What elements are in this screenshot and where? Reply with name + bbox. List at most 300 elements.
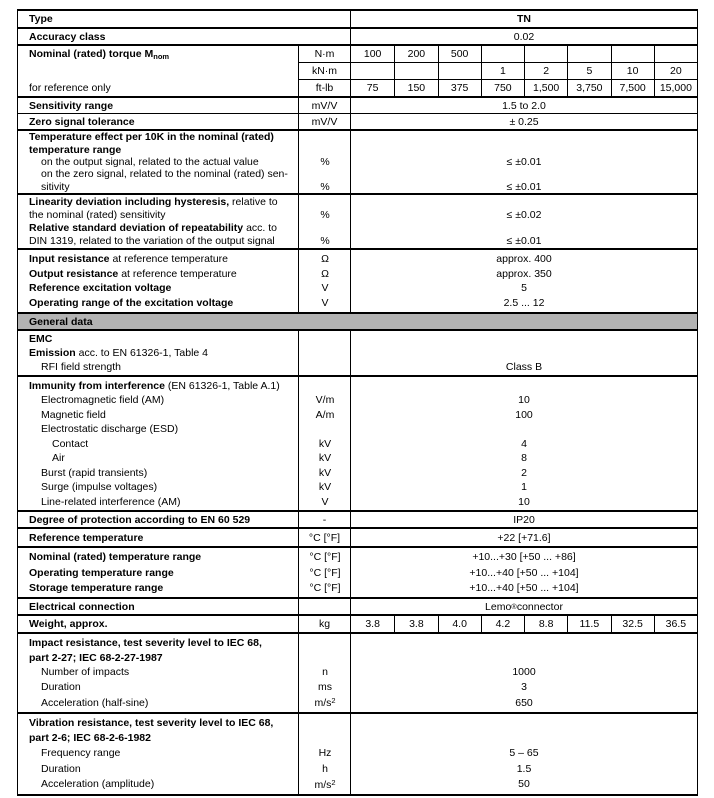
unit-cell [299, 253, 351, 265]
block-line [18, 732, 697, 744]
value-cell [351, 496, 697, 508]
text-run: m/s [314, 697, 332, 710]
label-cell [18, 222, 299, 234]
cell-text: 8.8 [538, 618, 554, 630]
section-general-data [18, 312, 697, 329]
unit-cell [299, 763, 351, 775]
value-cell [351, 452, 697, 464]
unit-cell [299, 98, 351, 113]
cell-text: 1,500 [532, 82, 560, 94]
torque-value-cell [394, 80, 437, 96]
block-line [18, 467, 697, 479]
unit-cell [299, 666, 351, 678]
cell-text: 150 [407, 82, 426, 94]
text-run: ≤ ±0.02 [506, 209, 542, 221]
text-run: ± 0.25 [509, 115, 539, 128]
torque-grid [299, 46, 697, 96]
text-run: ft-lb [315, 82, 334, 94]
block-line [18, 481, 697, 493]
label-line-top [29, 48, 296, 61]
cell-text: 4.0 [452, 618, 467, 630]
value-cell [351, 209, 697, 221]
row-impact-resistance [18, 632, 697, 712]
cell-text: 750 [494, 82, 512, 94]
value-cell [351, 747, 697, 759]
cell-text: 200 [407, 48, 426, 60]
label-line-bottom [29, 82, 296, 94]
text-run: Magnetic field [41, 408, 106, 421]
unit-cell [299, 235, 351, 247]
cell-text: 375 [450, 82, 469, 94]
text-run: +10...+30 [+50 ... +86] [472, 551, 576, 564]
unit-cell [299, 496, 351, 508]
label-cell [18, 168, 299, 180]
label-cell [18, 512, 299, 527]
text-run: Electrical connection [29, 600, 135, 613]
text-run: V [321, 282, 329, 295]
text-run: °C [°F] [308, 531, 341, 544]
unit-cell [299, 778, 351, 791]
block-line [18, 222, 697, 234]
label-cell [18, 529, 299, 546]
text-run: 5 [521, 282, 527, 295]
block-lines [18, 331, 697, 375]
text-run: Electromagnetic field (AM) [41, 394, 165, 406]
text-run: connector [516, 600, 563, 613]
value-cell [351, 181, 697, 193]
torque-value-cell [481, 46, 524, 62]
text-run: Type [29, 13, 53, 25]
text-run: Duration [41, 762, 81, 775]
unit-cell [299, 46, 351, 62]
block-line [18, 681, 697, 693]
text-run: °C [°F] [309, 551, 341, 564]
block-line [18, 652, 697, 664]
text-run: Burst (rapid transients) [41, 466, 148, 479]
text-run: °C [°F] [309, 581, 341, 594]
cell-text: 32.5 [622, 618, 643, 630]
block-lines [18, 250, 697, 312]
label-cell [18, 394, 299, 406]
weight-value-cell [567, 616, 610, 632]
label-cell [18, 11, 351, 27]
unit-cell [299, 747, 351, 759]
block-line [18, 666, 697, 678]
torque-value-cell [567, 80, 610, 96]
text-run: ≤ ±0.01 [506, 155, 542, 168]
label-cell [18, 616, 299, 632]
value-grid [351, 616, 697, 632]
torque-value-cell [438, 46, 481, 62]
block-line [18, 131, 697, 143]
value-cell [351, 529, 697, 546]
block-line [18, 209, 697, 221]
label-cell [18, 209, 299, 221]
text-run: Duration [41, 681, 81, 694]
label-cell [18, 361, 299, 373]
cell-text: 4.2 [495, 618, 511, 630]
unit-cell [299, 512, 351, 527]
spec-table [17, 9, 698, 796]
cell-text: 7,500 [619, 82, 646, 94]
text-run: Nominal (rated) torque M [29, 48, 154, 60]
text-run: Acceleration (amplitude) [41, 778, 155, 791]
label-cell [18, 551, 299, 563]
text-run: DIN 1319, related to the variation of the output signal [29, 235, 275, 247]
row-resistance-excitation [18, 248, 697, 312]
text-run: Surge (impulse voltages) [41, 481, 158, 493]
value-cell [351, 98, 697, 113]
torque-value-cell [611, 63, 654, 79]
value-grid [351, 46, 697, 62]
torque-value-cell [394, 63, 437, 79]
weight-value-cell [481, 616, 524, 632]
unit-cell [299, 681, 351, 693]
text-run: part 2-6; IEC 68-2-6-1982 [29, 732, 151, 745]
torque-subrow [299, 62, 697, 79]
value-cell [351, 512, 697, 527]
cell-text: 75 [366, 82, 379, 94]
label-cell [18, 652, 299, 664]
torque-value-cell [351, 46, 394, 62]
block-line [18, 582, 697, 594]
label-cell [18, 747, 299, 759]
text-run: % [320, 155, 330, 168]
value-cell [351, 763, 697, 775]
value-cell [351, 567, 697, 579]
label-cell [18, 599, 299, 614]
block-line [18, 268, 697, 280]
text-run: Ω [321, 267, 329, 280]
text-run: IP20 [513, 513, 535, 526]
label-cell [18, 380, 299, 392]
text-run: 1 [521, 481, 527, 493]
text-run: 1000 [512, 666, 536, 679]
text-run: Nominal (rated) temperature range [29, 551, 202, 564]
unit-cell [299, 452, 351, 464]
text-run: Frequency range [41, 747, 121, 760]
torque-value-cell [438, 80, 481, 96]
text-run: RFI field strength [41, 361, 121, 373]
torque-value-cell [611, 46, 654, 62]
row-sensitivity-range [18, 96, 697, 113]
unit-cell [299, 181, 351, 193]
value-cell [351, 778, 697, 790]
text-run: +10...+40 [+50 ... +104] [469, 566, 579, 579]
value-grid [351, 80, 697, 96]
text-run: Contact [52, 437, 89, 450]
label-cell [18, 666, 299, 678]
block-line [18, 696, 697, 709]
label-cell [18, 268, 299, 280]
text-run: ms [318, 681, 332, 694]
label-cell [18, 438, 299, 450]
block-line [18, 717, 697, 729]
text-run: Reference excitation voltage [29, 282, 172, 295]
weight-value-cell [394, 616, 437, 632]
text-run: Ω [321, 252, 329, 265]
value-cell [351, 253, 697, 265]
text-run: 8 [521, 452, 527, 464]
block-lines [18, 548, 697, 597]
weight-value-cell [351, 616, 394, 632]
value-cell [351, 409, 697, 421]
text-run: on the output signal, related to the actual value [41, 155, 259, 168]
label-cell [18, 235, 299, 247]
text-run: Linearity deviation including hysteresis, [29, 196, 230, 208]
block-lines [18, 195, 697, 248]
unit-cell [299, 696, 351, 709]
weight-value-cell [438, 616, 481, 632]
text-run: 10 [518, 394, 530, 406]
block-line [18, 438, 697, 450]
torque-subrow [299, 46, 697, 62]
label-cell [18, 697, 299, 709]
text-run: Reference temperature [29, 531, 144, 544]
value-cell [351, 599, 697, 614]
row-temperature-ranges [18, 546, 697, 597]
text-run: Lemo [485, 600, 512, 613]
label-cell [18, 778, 299, 790]
cell-text: 15,000 [659, 82, 692, 94]
text-run: 1.5 [516, 762, 532, 775]
label-cell [18, 681, 299, 693]
text-run: Sensitivity range [29, 99, 114, 112]
text-run: % [320, 180, 330, 193]
text-run: Electrostatic discharge (ESD) [41, 423, 179, 435]
text-run: ≤ ±0.01 [506, 235, 542, 247]
block-lines [18, 377, 697, 510]
text-run: 0.02 [513, 30, 535, 43]
cell-text: 1 [499, 65, 506, 77]
unit-cell [299, 467, 351, 479]
unit-cell [299, 209, 351, 221]
label-cell [18, 423, 299, 435]
block-line [18, 567, 697, 579]
torque-value-cell [394, 46, 437, 62]
cell-text: 20 [670, 65, 682, 77]
text-run: kg [318, 618, 331, 630]
unit-cell [299, 529, 351, 546]
text-run: 2 [331, 777, 336, 787]
text-run: ® [511, 602, 517, 611]
text-run: Operating range of the excitation voltage [29, 297, 234, 310]
value-cell [351, 666, 697, 678]
label-cell [18, 253, 299, 265]
weight-value-cell [524, 616, 567, 632]
unit-cell [299, 409, 351, 421]
unit-cell [299, 156, 351, 168]
torque-value-cell [481, 80, 524, 96]
block-line [18, 253, 697, 265]
text-run: Operating temperature range [29, 566, 174, 579]
torque-value-cell [524, 80, 567, 96]
label-cell [18, 196, 299, 208]
unit-cell [299, 567, 351, 579]
text-run: for reference only [29, 82, 111, 94]
row-accuracy-class [18, 27, 697, 44]
block-line [18, 423, 697, 435]
unit-cell [299, 297, 351, 309]
torque-subrow [299, 79, 697, 96]
value-cell [351, 11, 697, 27]
unit-cell [299, 282, 351, 294]
value-cell [351, 29, 697, 44]
text-run: 1.5 to 2.0 [502, 99, 546, 112]
cell-text: 500 [450, 48, 469, 60]
label-cell [18, 717, 299, 729]
text-run: Air [52, 452, 65, 464]
text-run: Weight, approx. [29, 618, 108, 630]
text-run: Vibration resistance, test severity level to IEC 68, [29, 717, 274, 730]
row-weight [18, 614, 697, 632]
torque-value-cell [351, 63, 394, 79]
block-line [18, 156, 697, 168]
text-run: V/m [315, 394, 335, 406]
text-run: Storage temperature range [29, 581, 164, 594]
label-cell [18, 29, 351, 44]
text-run: 100 [515, 408, 533, 421]
text-run: part 2-27; IEC 68-2-27-1987 [29, 651, 163, 664]
text-run: - [322, 513, 327, 526]
label-cell [18, 582, 299, 594]
text-run: at reference temperature [109, 252, 229, 265]
text-run: Hz [318, 747, 332, 760]
text-run: 650 [515, 696, 533, 709]
torque-value-cell [654, 46, 697, 62]
row-degree-of-protection [18, 510, 697, 527]
unit-cell [299, 616, 351, 632]
unit-cell [299, 80, 351, 96]
row-zero-signal-tolerance [18, 113, 697, 129]
cell-text: 3.8 [409, 618, 424, 630]
value-cell [351, 268, 697, 280]
block-line [18, 409, 697, 421]
block-line [18, 551, 697, 563]
cell-text: 10 [626, 65, 639, 77]
unit-cell [299, 63, 351, 79]
label-cell [18, 452, 299, 464]
label-cell [18, 181, 299, 193]
value-cell [351, 697, 697, 709]
block-line [18, 347, 697, 359]
block-line [18, 181, 697, 193]
label-cell [18, 567, 299, 579]
block-line [18, 763, 697, 775]
text-run: Class B [505, 361, 543, 373]
text-run: % [320, 209, 330, 221]
text-run: Degree of protection according to EN 60 529 [29, 513, 251, 526]
text-run: 10 [518, 495, 530, 508]
text-run: % [320, 235, 330, 247]
block-line [18, 297, 697, 309]
block-line [18, 168, 697, 180]
label-cell [18, 409, 299, 421]
cell-text: 5 [586, 65, 593, 77]
torque-value-cell [524, 46, 567, 62]
label-cell [18, 98, 299, 113]
label-cell [18, 333, 299, 345]
block-line [18, 747, 697, 759]
text-run: temperature range [29, 143, 122, 156]
label-cell [18, 732, 299, 744]
value-cell [351, 681, 697, 693]
text-run: kN·m [311, 65, 338, 77]
label-cell [18, 282, 299, 294]
label-cell [18, 131, 299, 143]
text-run: V [321, 495, 329, 508]
cell-text: 36.5 [665, 618, 687, 630]
text-run: Immunity from interference [29, 379, 165, 392]
text-run: kV [318, 452, 332, 464]
label-cell [18, 467, 299, 479]
text-run: N·m [314, 48, 335, 60]
text-run: mV/V [311, 99, 338, 112]
text-run: Accuracy class [29, 30, 106, 43]
text-run: acc. to [243, 222, 278, 234]
unit-cell [299, 438, 351, 450]
block-line [18, 452, 697, 464]
unit-cell [299, 599, 351, 614]
block-line [18, 380, 697, 392]
block-line [18, 361, 697, 373]
value-cell [351, 156, 697, 168]
row-reference-temperature [18, 527, 697, 546]
block-line [18, 333, 697, 345]
value-cell [351, 438, 697, 450]
text-run: °C [°F] [309, 566, 341, 579]
cell-text: 3,750 [576, 82, 603, 94]
block-line [18, 282, 697, 294]
torque-value-cell [611, 80, 654, 96]
label-cell [18, 347, 299, 359]
text-run: +10...+40 [+50 ... +104] [469, 581, 579, 594]
row-vibration-resistance [18, 712, 697, 794]
row-electrical-connection [18, 597, 697, 614]
text-run: Input resistance [29, 252, 110, 265]
text-run: General data [29, 315, 93, 328]
text-run: approx. 400 [496, 252, 552, 265]
text-run: kV [318, 466, 332, 479]
text-run: Emission [29, 347, 76, 359]
text-run: TN [517, 13, 531, 25]
weight-value-cell [611, 616, 654, 632]
text-run: mV/V [311, 115, 338, 128]
label-cell [18, 637, 299, 649]
weight-value-cell [654, 616, 697, 632]
value-cell [351, 114, 697, 129]
block-line [18, 637, 697, 649]
block-lines [18, 131, 697, 193]
label-cell [18, 144, 299, 156]
row-nominal-torque [18, 44, 697, 96]
label-cell [18, 481, 299, 493]
block-line [18, 196, 697, 208]
text-run: +22 [+71.6] [497, 531, 551, 544]
row-type [18, 11, 697, 27]
torque-value-cell [481, 63, 524, 79]
row-temperature-effect [18, 129, 697, 193]
label-cell [18, 763, 299, 775]
text-run: approx. 350 [496, 267, 552, 280]
text-run: sitivity [41, 180, 70, 193]
text-run: Relative standard deviation of repeatability [29, 222, 244, 234]
text-run: relative to [229, 196, 278, 208]
row-immunity [18, 375, 697, 510]
unit-cell [299, 481, 351, 493]
text-run: m/s [314, 778, 332, 791]
text-run: 3 [521, 681, 527, 694]
